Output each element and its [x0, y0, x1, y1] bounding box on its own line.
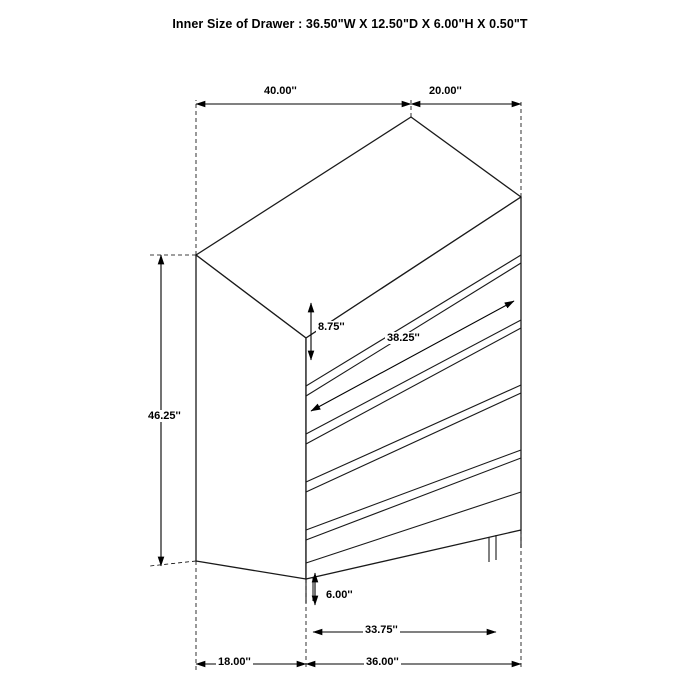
dimension-label-top-depth: 20.00''	[429, 85, 462, 97]
dimension-label-drawer-height: 8.75''	[318, 321, 345, 333]
page-title: Inner Size of Drawer : 36.50"W X 12.50"D X 6.00"H X 0.50"T	[172, 17, 528, 31]
dimension-label-front-base-width: 33.75''	[365, 624, 398, 636]
dimension-label-drawer-width: 38.25''	[387, 332, 420, 344]
dimension-label-base-height: 6.00''	[326, 589, 353, 601]
dimension-label-front-width: 36.00''	[366, 656, 399, 668]
cabinet-body	[196, 117, 521, 579]
dimension-label-total-height: 46.25''	[148, 410, 181, 422]
ext-height-bottom	[150, 561, 196, 566]
dimension-label-top-width: 40.00''	[264, 85, 297, 97]
dimension-label-side-depth: 18.00''	[218, 656, 251, 668]
